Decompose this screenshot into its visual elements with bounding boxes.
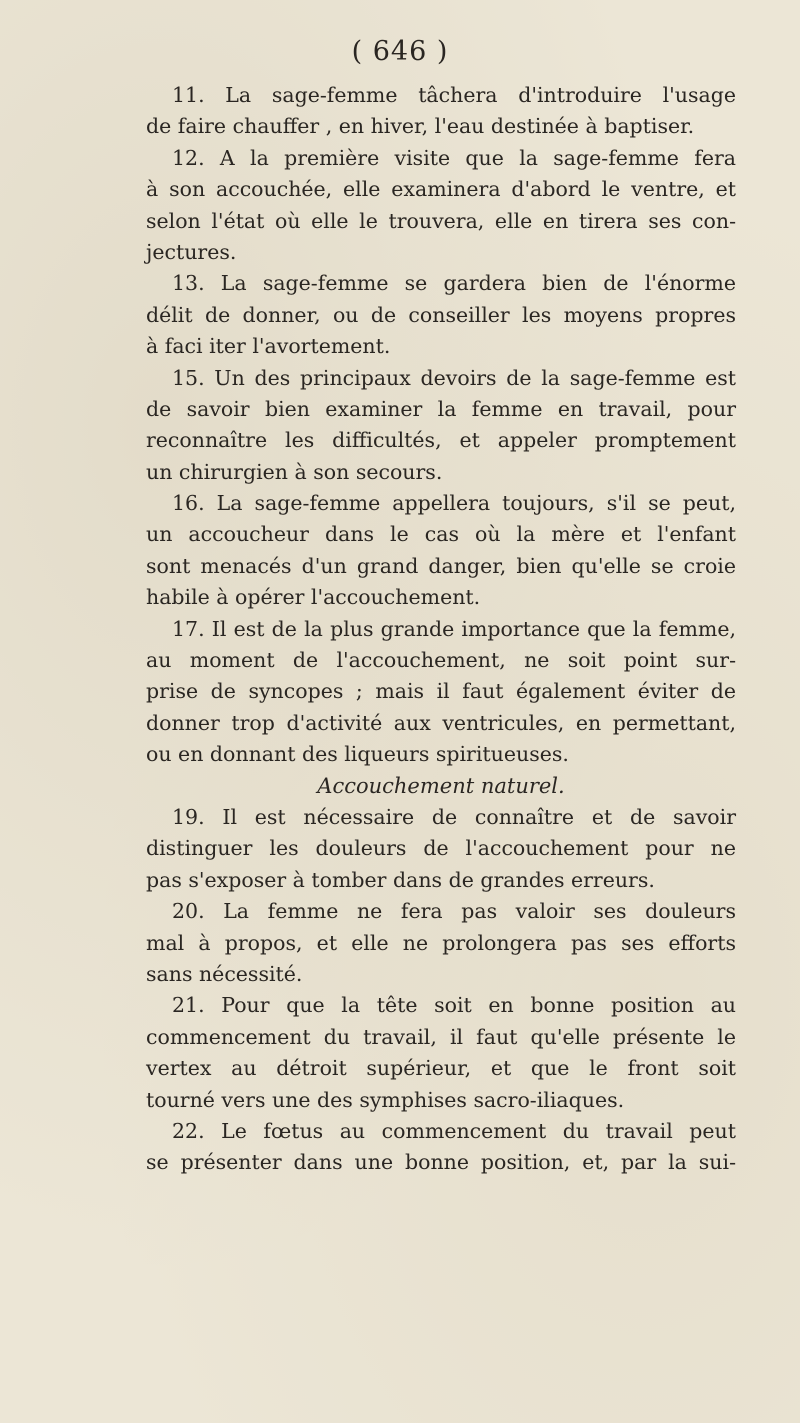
text-line: ou en donnant des liqueurs spiritueuses. [146, 742, 569, 767]
text-line: distinguer les douleurs de l'accouchement pour ne [146, 836, 736, 861]
text-line: 19. Il est nécessaire de connaître et de savoir [172, 804, 736, 829]
text-line: 17. Il est de la plus grande importance que la femme, [172, 616, 736, 641]
text-line: de faire chauffer , en hiver, l'eau destinée à baptiser. [146, 114, 695, 139]
text-line: tourné vers une des symphises sacro-iliaques. [146, 1087, 625, 1112]
body-text [146, 80, 736, 1179]
text-line: habile à opérer l'accouchement. [146, 585, 481, 610]
text-line: 21. Pour que la tête soit en bonne position au [172, 993, 736, 1018]
text-line: sont menacés d'un grand danger, bien qu'elle se croie [146, 553, 736, 578]
text-line: commencement du travail, il faut qu'elle présente le [146, 1024, 736, 1049]
text-line: se présenter dans une bonne position, et, par la sui- [146, 1150, 736, 1175]
text-line: 13. La sage-femme se gardera bien de l'énorme [172, 271, 736, 296]
text-line: vertex au détroit supérieur, et que le front soit [146, 1056, 736, 1081]
text-line: sans nécessité. [146, 961, 303, 986]
text-line: 22. Le fœtus au commencement du travail peut [172, 1118, 736, 1143]
text-line: jectures. [146, 239, 237, 264]
text-line: au moment de l'accouchement, ne soit point sur- [146, 648, 736, 673]
text-line: de savoir bien examiner la femme en travail, pour [146, 396, 736, 421]
text-line: donner trop d'activité aux ventricules, en permettant, [146, 710, 736, 735]
text-line: un accoucheur dans le cas où la mère et l'enfant [146, 522, 736, 547]
text-line: reconnaître les difficultés, et appeler promptement [146, 428, 736, 453]
text-line: 12. A la première visite que la sage-femme fera [172, 145, 736, 170]
section-heading: Accouchement naturel. [317, 773, 565, 798]
text-line: un chirurgien à son secours. [146, 459, 443, 484]
text-line: délit de donner, ou de conseiller les moyens propres [146, 302, 736, 327]
text-line: 20. La femme ne fera pas valoir ses douleurs [172, 899, 736, 924]
text-line: 16. La sage-femme appellera toujours, s'il se peut, [172, 491, 736, 516]
text-line: mal à propos, et elle ne prolongera pas ses efforts [146, 930, 736, 955]
text-line: prise de syncopes ; mais il faut également éviter de [146, 679, 736, 704]
text-line: 11. La sage-femme tâchera d'introduire l'usage [172, 83, 736, 107]
text-line: à faci iter l'avortement. [146, 334, 391, 359]
page-number: ( 646 ) [351, 36, 449, 67]
text-line: à son accouchée, elle examinera d'abord le ventre, et [146, 177, 736, 202]
text-line: selon l'état où elle le trouvera, elle en tirera ses con- [146, 208, 736, 233]
text-line: pas s'exposer à tomber dans de grandes erreurs. [146, 867, 655, 892]
text-line: 15. Un des principaux devoirs de la sage-femme est [172, 365, 736, 390]
